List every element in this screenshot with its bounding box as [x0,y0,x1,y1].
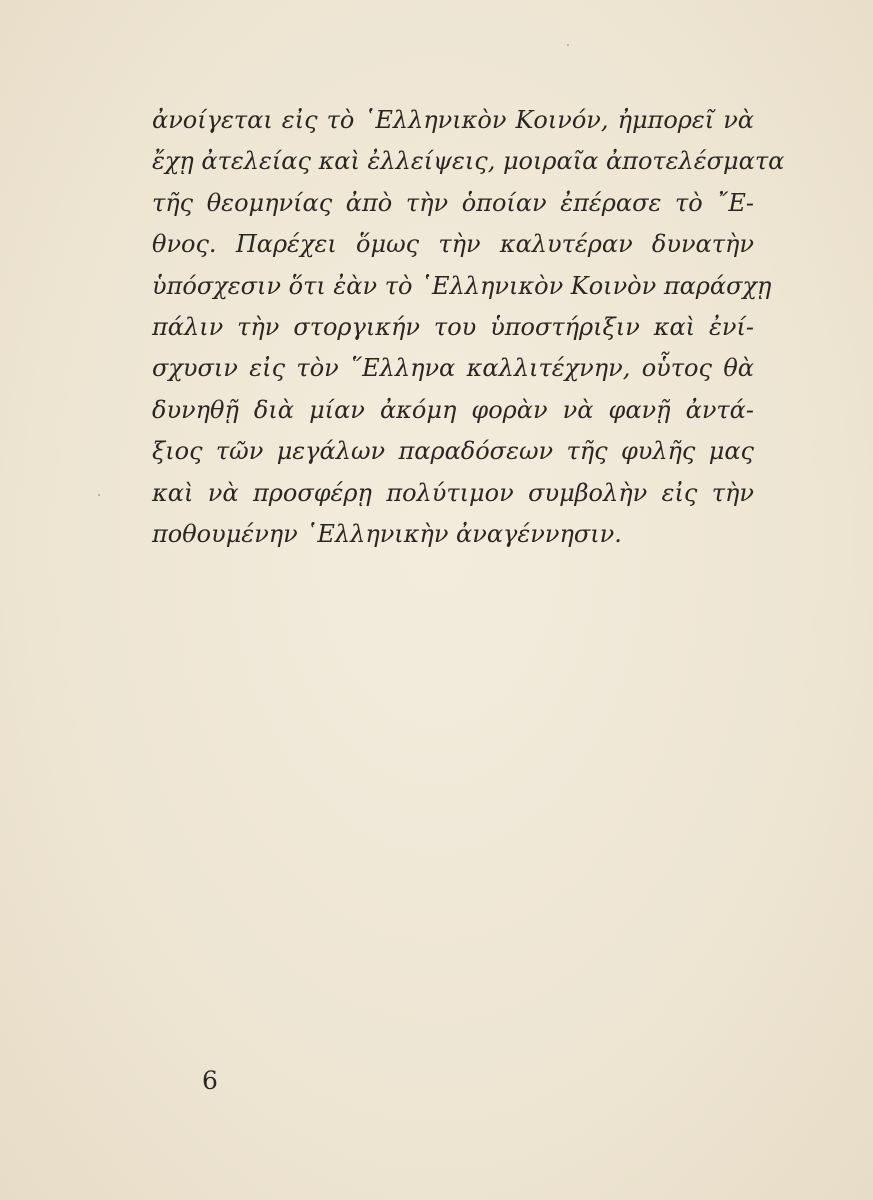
paper-speck [98,494,100,496]
text-line: πάλιν τὴν στοργικήν του ὑποστήριξιν καὶ ἐνί- [152,312,754,341]
text-line: καὶ νὰ προσφέρῃ πολύτιμον συμβολὴν εἰς τὴν [152,478,754,507]
text-line: ποθουμένην ῾Ελληνικὴν ἀναγέννησιν. [152,519,622,548]
page-number: 6 [202,1066,218,1095]
text-line: ὑπόσχεσιν ὅτι ἐὰν τὸ ῾Ελληνικὸν Κοινὸν παράσχῃ [152,271,772,300]
text-line: δυνηθῇ διὰ μίαν ἀκόμη φορὰν νὰ φανῇ ἀντά- [152,395,754,424]
paper-speck [567,44,569,46]
text-line: ἔχῃ ἀτελείας καὶ ἐλλείψεις, μοιραῖα ἀποτελέσματα [152,147,785,176]
text-line: τῆς θεομηνίας ἀπὸ τὴν ὁποίαν ἐπέρασε τὸ ῎Ε- [152,188,754,217]
text-line: ἀνοίγεται εἰς τὸ ῾Ελληνικὸν Κοινόν, ἠμπορεῖ νὰ [152,106,754,134]
text-line: σχυσιν εἰς τὸν ῞Ελληνα καλλιτέχνην, οὗτος θὰ [152,354,754,383]
text-line: ξιος τῶν μεγάλων παραδόσεων τῆς φυλῆς μας [152,437,754,466]
text-line: θνος. Παρέχει ὅμως τὴν καλυτέραν δυνατὴν [152,230,754,259]
body-paragraph [152,100,785,555]
